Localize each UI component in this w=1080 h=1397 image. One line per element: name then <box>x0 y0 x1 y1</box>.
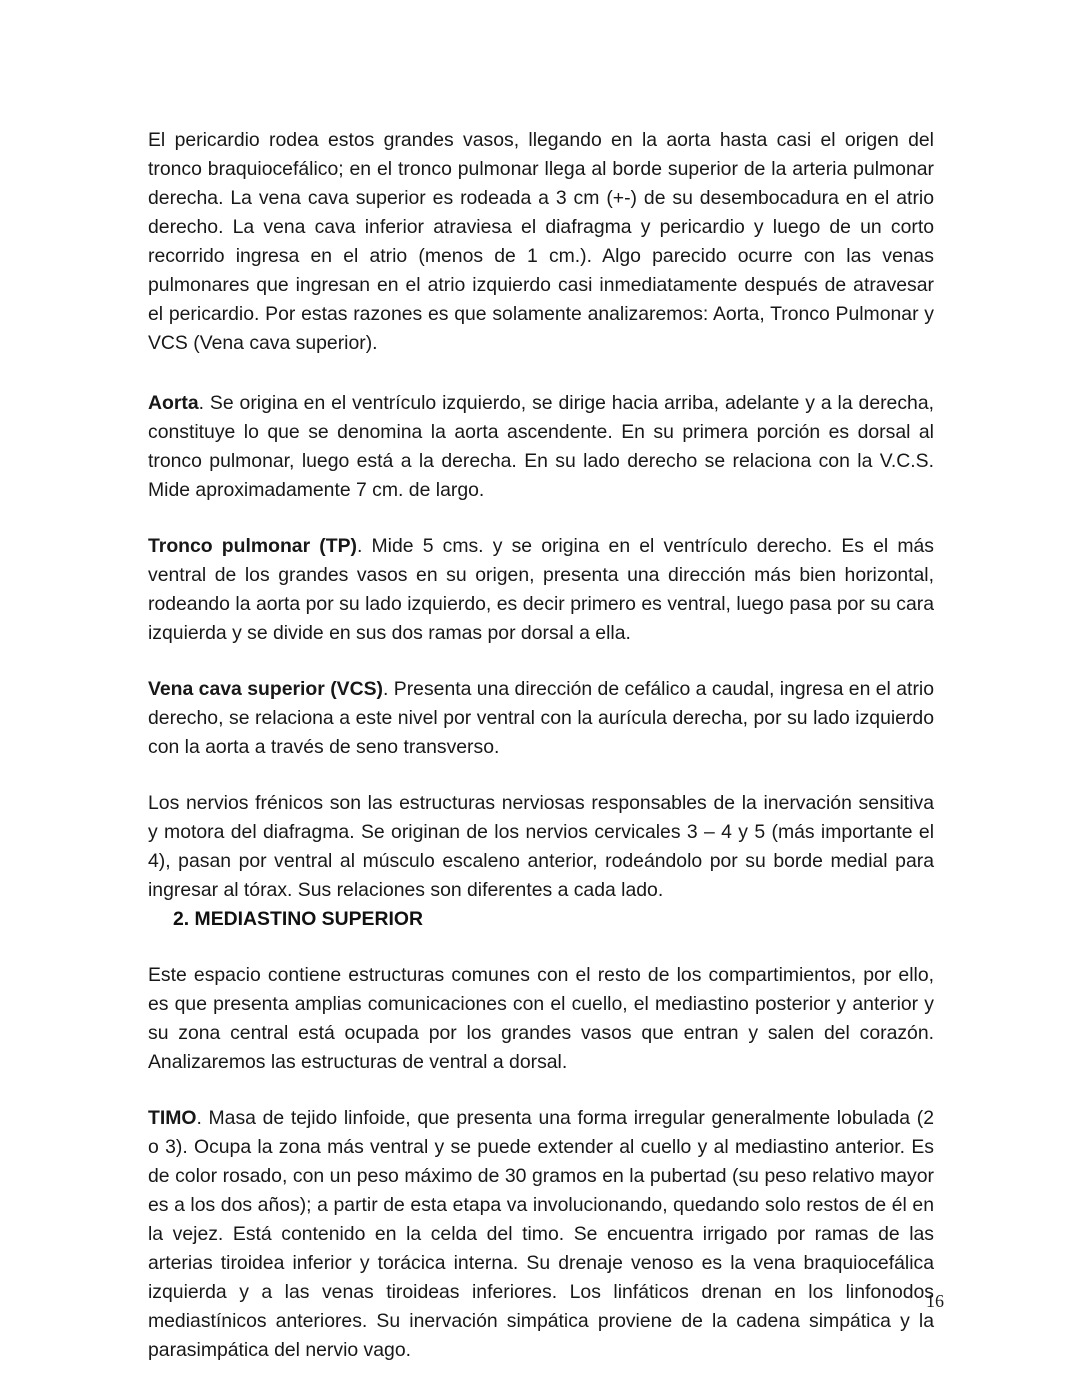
tronco-pulmonar-body-text: . Mide 5 cms. y se origina en el ventrículo derecho. Es el más ventral de los grandes vasos en su origen, presenta una dirección más bien horizontal, rodeando la aorta por su lado izquierdo, es decir primero es ventral, luego pasa por su cara izquierda y se divide en sus dos ramas por dorsal a ella. <box>148 535 935 644</box>
vena-cava-superior-body-text: . Presenta una dirección de cefálico a caudal, ingresa en el atrio derecho, se relaciona a este nivel por ventral con la aurícula derecha, por su lado izquierdo con la aorta a través de seno transverso. <box>148 678 934 758</box>
paragraph-vena-cava-superior <box>148 675 934 762</box>
timo-body-text: . Masa de tejido linfoide, que presenta una forma irregular generalmente lobulada (2 o 3). Ocupa la zona más ventral y se puede extender al cuello y al mediastino anterior. Es de color rosado, con un peso máximo de 30 gramos en la pubertad (su peso relativo mayor es a los dos años); a partir de esta etapa va involucionando, quedando solo restos de él en la vejez. Está contenido en la celda del timo. Se encuentra irrigado por ramas de las arterias tiroidea inferior y torácica interna. Su drenaje venoso es la vena braquiocefálica izquierda y a las venas tiroideas inferiores. Los linfáticos drenan en los linfonodos mediastínicos anteriores. Su inervación simpática proviene de la cadena simpática y la parasimpática del nervio vago. <box>148 1107 934 1361</box>
timo-lead-label: TIMO <box>148 1107 197 1129</box>
page-content <box>148 126 934 1365</box>
vena-cava-superior-lead-label: Vena cava superior (VCS) <box>148 678 383 700</box>
aorta-body-text: . Se origina en el ventrículo izquierdo, se dirige hacia arriba, adelante y a la derecha, constituye lo que se denomina la aorta ascendente. En su primera porción es dorsal al tronco pulmonar, luego está a la derecha. En su lado derecho se relaciona con la V.C.S. Mide aproximadamente 7 cm. de largo. <box>148 392 934 501</box>
paragraph-nervios-frenicos: Los nervios frénicos son las estructuras nerviosas responsables de la inervación sensitiva y motora del diafragma. Se originan de los nervios cervicales 3 – 4 y 5 (más importante el 4), pasan por ventral al músculo escaleno anterior, rodeándolo por su borde medial para ingresar al tórax. Sus relaciones son diferentes a cada lado. <box>148 792 934 901</box>
heading-mediastino-superior: 2. MEDIASTINO SUPERIOR <box>173 908 423 930</box>
paragraph-tronco-pulmonar <box>148 532 934 648</box>
paragraph-timo <box>148 1104 934 1365</box>
tronco-pulmonar-lead-label: Tronco pulmonar (TP) <box>148 535 357 557</box>
paragraph-espacio-mediastino: Este espacio contiene estructuras comunes con el resto de los compartimientos, por ello, es que presenta amplias comunicaciones con el cuello, el mediastino posterior y anterior y su zona central está ocupada por los grandes vasos que entran y salen del corazón. Analizaremos las estructuras de ventral a dorsal. <box>148 964 934 1073</box>
page-number: 16 <box>926 1291 944 1311</box>
aorta-lead-label: Aorta <box>148 392 199 414</box>
paragraph-pericardio: El pericardio rodea estos grandes vasos, llegando en la aorta hasta casi el origen del tronco braquiocefálico; en el tronco pulmonar llega al borde superior de la arteria pulmonar derecha. La vena cava superior es rodeada a 3 cm (+-) de su desembocadura en el atrio derecho. La vena cava inferior atraviesa el diafragma y pericardio y luego de un corto recorrido ingresa en el atrio (menos de 1 cm.). Algo parecido ocurre con las venas pulmonares que ingresan en el atrio izquierdo casi inmediatamente después de atravesar el pericardio. Por estas razones es que solamente analizaremos: Aorta, Tronco Pulmonar y VCS (Vena cava superior). <box>148 129 934 354</box>
paragraph-aorta <box>148 389 934 505</box>
